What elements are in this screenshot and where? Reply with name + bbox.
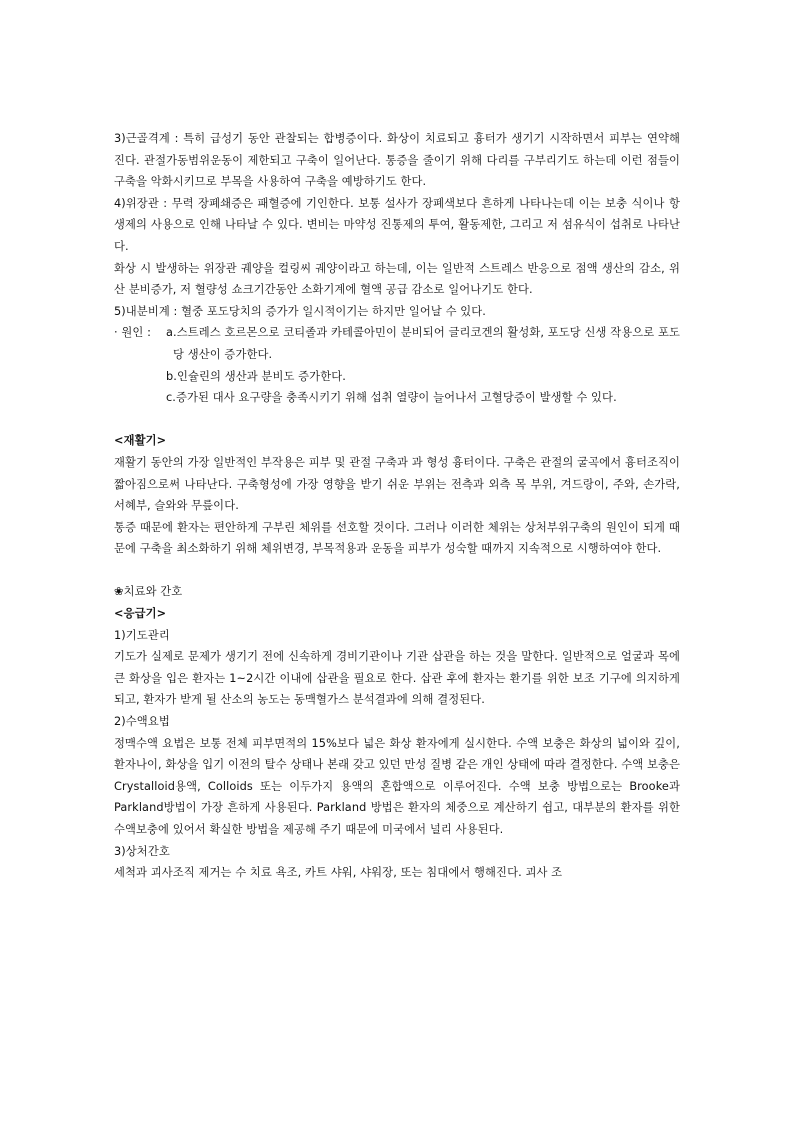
rehab-paragraph-1: 재활기 동안의 가장 일반적인 부작용은 피부 및 관절 구축과 과 형성 흉터이다. 구축은 관절의 굴곡에서 흉터조직이 짧아짐으로써 나타난다. 구축형성에 가장 영향을 받기 쉬운 부위는 전측과 외측 목 부위, 겨드랑이, 주와, 손가락, 서혜부, 슬와와 무릎이다. [114, 455, 680, 513]
document-page [114, 128, 680, 884]
spacer [114, 409, 680, 431]
cause-list [114, 322, 680, 408]
gastrointestinal-paragraph: 4)위장관 : 무력 장폐쇄증은 패혈증에 기인한다. 보통 설사가 장폐색보다 흔하게 나타나는데 이는 보충 식이나 항생제의 사용으로 인해 나타날 수 있다. 변비는 마약성 진통제의 투여, 활동제한, 그리고 저 섬유식이 섭취로 나타난다. [114, 196, 680, 253]
curling-ulcer-paragraph: 화상 시 발생하는 위장관 궤양을 컬링씨 궤양이라고 하는데, 이는 일반적 스트레스 반응으로 점액 생산의 감소, 위산 분비증가, 저 혈량성 쇼크기간동안 소화기계에 혈액 공급 감소로 일어나기도 한다. [114, 261, 680, 297]
treatment-heading: ❀치료와 간호 [114, 585, 183, 599]
airway-paragraph: 기도가 실제로 문제가 생기기 전에 신속하게 경비기관이나 기관 삽관을 하는 것을 말한다. 일반적으로 얼굴과 목에 큰 화상을 입은 환자는 1~2시간 이내에 삽관을 필요로 한다. 삽관 후에 환자는 환기를 위한 보조 기구에 의지하게 되고, 환자가 받게 될 산소의 농도는 동맥혈가스 분석결과에 의해 결정된다. [114, 650, 680, 707]
cause-block [114, 322, 680, 408]
emergent-heading: <응급기> [114, 607, 167, 621]
musculoskeletal-paragraph: 3)근골격계 : 특히 급성기 동안 관찰되는 합병증이다. 화상이 치료되고 흉터가 생기기 시작하면서 피부는 연약해 진다. 관절가동범위운동이 제한되고 구축이 일어난다. 통증을 줄이기 위해 다리를 구부리기도 하는데 이런 점들이 구축을 악화시키므로 부목을 사용하여 구축을 예방하기도 한다. [114, 132, 680, 189]
wound-paragraph: 세척과 괴사조직 제거는 수 치료 욕조, 카트 샤워, 샤워장, 또는 침대에서 행해진다. 괴사 조 [114, 866, 563, 880]
rehab-heading: <재활기> [114, 434, 167, 448]
cause-item-c: c.증가된 대사 요구량을 충족시키기 위해 섭취 열량이 늘어나서 고혈당증이 발생할 수 있다. [166, 391, 617, 405]
cause-label: · 원인 : [114, 326, 152, 340]
cause-item-b: b.인슐린의 생산과 분비도 증가한다. [166, 369, 346, 383]
wound-heading: 3)상처간호 [114, 844, 170, 858]
rehab-paragraph-2: 통증 때문에 환자는 편안하게 구부린 체위를 선호할 것이다. 그러나 이러한 체위는 상처부위구축의 원인이 되게 때문에 구축을 최소화하기 위해 체위변경, 부목적용과 운동을 피부가 성숙할 때까지 지속적으로 시행하여야 한다. [114, 520, 680, 556]
endocrine-paragraph: 5)내분비계 : 혈중 포도당치의 증가가 일시적이기는 하지만 일어날 수 있다. [114, 304, 486, 318]
fluid-heading: 2)수액요법 [114, 715, 170, 729]
fluid-paragraph: 정맥수액 요법은 보통 전체 피부면적의 15%보다 넓은 화상 환자에게 실시한다. 수액 보충은 화상의 넓이와 깊이, 환자나이, 화상을 입기 이전의 탈수 상태나 본래 갖고 있던 만성 질병 같은 개인 상태에 따라 결정한다. 수액 보충은 Crystalloid용액, Colloids 또는 이두가지 용액의 혼합액으로 이루어진다. 수액 보충 방법으로는 Brooke과 Parkland방법이 가장 흔하게 사용된다. Parkland 방법은 환자의 체중으로 계산하기 쉽고, 대부분의 환자를 위한 수액보충에 있어서 확실한 방법을 제공해 주기 때문에 미국에서 널리 사용된다. [114, 736, 680, 836]
spacer [114, 560, 680, 582]
cause-item-a: a.스트레스 호르몬으로 코티졸과 카테콜아민이 분비되어 글리코겐의 활성화, 포도당 신생 작용으로 포도당 생산이 증가한다. [166, 326, 680, 361]
airway-heading: 1)기도관리 [114, 628, 170, 642]
